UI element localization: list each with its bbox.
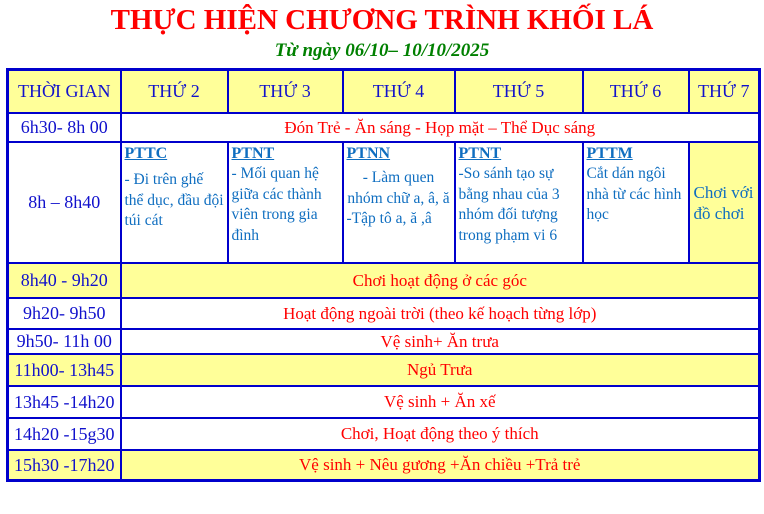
schedule-row-snack <box>8 386 760 418</box>
subject-desc: Cắt dán ngôi nhà từ các hình học <box>586 165 682 224</box>
time-cell: 14h20 -15g30 <box>8 418 121 450</box>
lesson-row <box>8 142 760 263</box>
column-header-monday: THỨ 2 <box>121 69 228 113</box>
activity-cell: Hoạt động ngoài trời (theo kế hoạch từng lớp) <box>121 298 760 329</box>
column-header-thursday: THỨ 5 <box>455 69 583 113</box>
subject-code: PTTM <box>586 145 633 163</box>
lesson-cell-thursday <box>455 142 583 263</box>
activity-cell: Vệ sinh + Ăn xế <box>121 386 760 418</box>
column-header-wednesday: THỨ 4 <box>343 69 455 113</box>
lesson-cell-monday <box>121 142 228 263</box>
time-cell: 9h50- 11h 00 <box>8 329 121 354</box>
activity-cell: Vệ sinh + Nêu gương +Ăn chiều +Trả trẻ <box>121 450 760 480</box>
column-header-tuesday: THỨ 3 <box>228 69 343 113</box>
lesson-cell-friday <box>583 142 689 263</box>
subject-code: PTNT <box>458 145 502 163</box>
time-cell: 8h40 - 9h20 <box>8 263 121 298</box>
activity-cell: Chơi hoạt động ở các góc <box>121 263 760 298</box>
activity-cell: Ngủ Trưa <box>121 354 760 386</box>
lesson-cell-tuesday <box>228 142 343 263</box>
activity-cell: Đón Trẻ - Ăn sáng - Họp mặt – Thể Dục sáng <box>121 113 760 142</box>
schedule-row-nap <box>8 354 760 386</box>
schedule-row-return <box>8 450 760 480</box>
time-cell: 13h45 -14h20 <box>8 386 121 418</box>
schedule-table <box>6 68 761 482</box>
column-header-time: THỜI GIAN <box>8 69 121 113</box>
schedule-row-free-play <box>8 418 760 450</box>
page-title: THỰC HIỆN CHƯƠNG TRÌNH KHỐI LÁ <box>110 4 654 36</box>
subject-desc: - Làm quen nhóm chữ a, â, ă <box>347 169 450 207</box>
subject-desc-2: -Tập tô a, ă ,â <box>346 210 432 228</box>
time-cell: 6h30- 8h 00 <box>8 113 121 142</box>
subject-desc: - Mối quan hệ giữa các thành viên trong gia đình <box>231 165 322 244</box>
subject-code: PTTC <box>124 145 168 163</box>
subject-desc: -So sánh tạo sự bằng nhau của 3 nhóm đối tượng trong phạm vi 6 <box>458 165 560 244</box>
subject-desc: - Đi trên ghế thể dục, đầu đội túi cát <box>124 171 224 230</box>
activity-cell: Vệ sinh+ Ăn trưa <box>121 329 760 354</box>
activity-cell: Chơi, Hoạt động theo ý thích <box>121 418 760 450</box>
lesson-cell-saturday: Chơi với đồ chơi <box>689 142 760 263</box>
time-cell: 8h – 8h40 <box>8 142 121 263</box>
subject-code: PTNT <box>231 145 275 163</box>
schedule-row-lunch <box>8 329 760 354</box>
schedule-row-morning-welcome <box>8 113 760 142</box>
schedule-row-corner-play <box>8 263 760 298</box>
lesson-cell-wednesday <box>343 142 455 263</box>
time-cell: 11h00- 13h45 <box>8 354 121 386</box>
column-header-friday: THỨ 6 <box>583 69 689 113</box>
page-subtitle: Từ ngày 06/10– 10/10/2025 <box>274 39 490 61</box>
time-cell: 15h30 -17h20 <box>8 450 121 480</box>
schedule-row-outdoor <box>8 298 760 329</box>
column-header-saturday: THỨ 7 <box>689 69 760 113</box>
time-cell: 9h20- 9h50 <box>8 298 121 329</box>
subject-code: PTNN <box>346 145 391 163</box>
header-row <box>8 69 760 113</box>
